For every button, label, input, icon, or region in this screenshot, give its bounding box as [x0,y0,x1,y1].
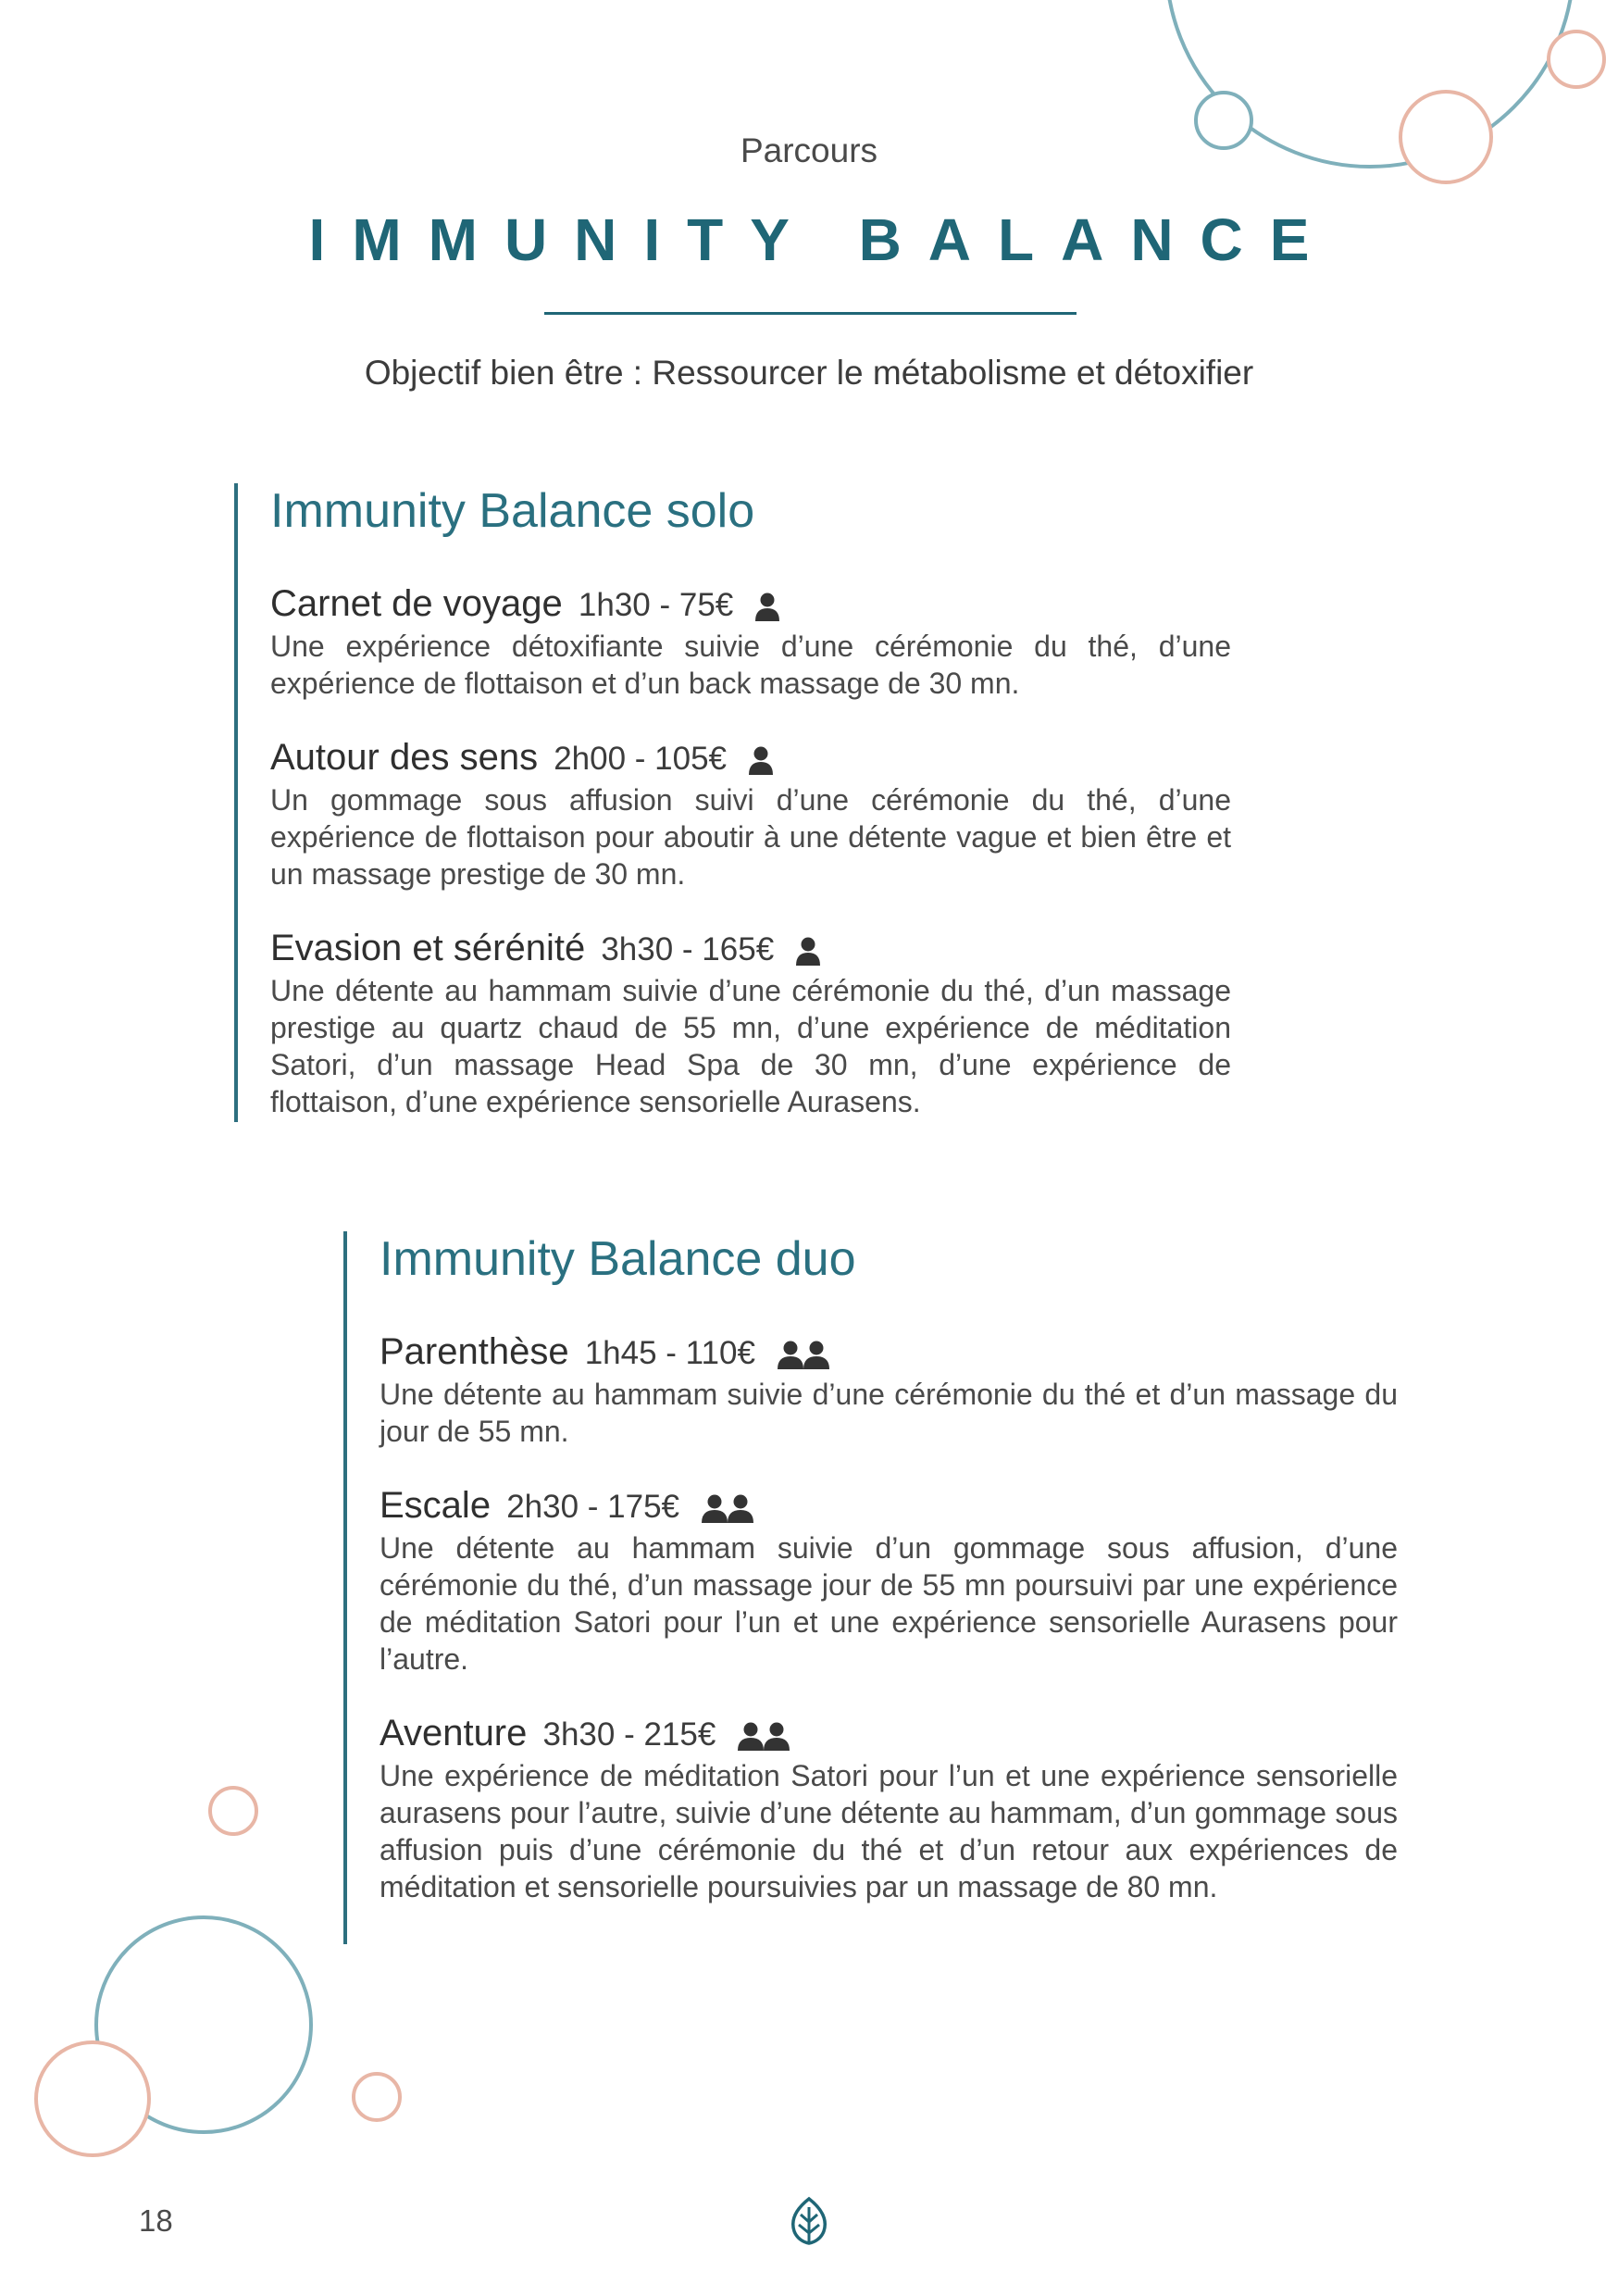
list-item [270,737,1231,892]
two-persons-icon [737,1715,790,1755]
list-item [270,928,1231,1120]
item-name: Carnet de voyage [270,583,563,624]
list-item [380,1331,1398,1450]
item-name: Evasion et sérénité [270,928,586,968]
item-name: Parenthèse [380,1331,569,1372]
list-item [270,583,1231,702]
page-number: 18 [139,2203,173,2238]
section-duo [343,1231,1408,1944]
item-description: Une expérience détoxifiante suivie d’une cérémonie du thé, d’une expérience de flottaison et d’un back massage de 30 mn. [270,630,1231,700]
two-persons-icon [701,1487,754,1528]
section-solo [234,483,1262,1122]
single-person-icon [795,930,821,970]
page-title: IMMUNITY BALANCE [308,206,1337,273]
page-subtitle: Objectif bien être : Ressourcer le métabolisme et détoxifier [364,354,1254,392]
small-peach-circle-top [1549,31,1604,87]
section-title: Immunity Balance duo [380,1232,856,1286]
item-name: Aventure [380,1713,528,1753]
item-name: Escale [380,1485,492,1526]
title-divider [544,312,1077,315]
section-title: Immunity Balance solo [270,484,755,538]
small-peach-circle-bottom [354,2074,400,2120]
item-duration-price: 3h30 - 165€ [601,931,775,967]
single-person-icon [754,585,780,626]
single-person-icon [748,739,774,780]
item-description: Une expérience de méditation Satori pour l’un et une expérience sensorielle aurasens pour l’autre, suivie d’une détente au hammam, d’un gommage sous affusion puis d’une cérémonie du thé et d’un retour aux expériences de méditation et sensorielle poursuivies par un massage de 80 mn. [380,1759,1398,1903]
item-duration-price: 1h45 - 110€ [584,1335,755,1371]
item-description: Une détente au hammam suivie d’une cérémonie du thé, d’un massage prestige au quartz chaud de 55 mn, d’une expérience de méditation Satori, d’un massage Head Spa de 30 mn, d’une expérience de flottaison, d’une expérience sensorielle Aurasens. [270,974,1231,1118]
item-duration-price: 2h00 - 105€ [554,741,728,777]
item-description: Une détente au hammam suivie d’une cérémonie du thé et d’un massage du jour de 55 mn. [380,1378,1398,1448]
leaf-logo-icon [787,2196,831,2251]
page-kicker: Parcours [740,131,878,169]
two-persons-icon [777,1333,830,1374]
item-description: Une détente au hammam suivie d’un gommage sous affusion, d’une cérémonie du thé, d’un massage jour de 55 mn poursuivi par une expérience de méditation Satori pour l’un et une expérience sensorielle Aurasens pour l’autre. [380,1531,1398,1676]
item-duration-price: 3h30 - 215€ [542,1716,716,1753]
item-name: Autour des sens [270,737,539,778]
item-duration-price: 2h30 - 175€ [506,1489,680,1525]
list-item [380,1713,1398,1905]
item-description: Un gommage sous affusion suivi d’une cérémonie du thé, d’une expérience de flottaison pour aboutir à une détente vague et bien être et un massage prestige de 30 mn. [270,783,1231,891]
list-item [380,1485,1398,1678]
item-duration-price: 1h30 - 75€ [578,587,734,623]
small-peach-circle-left [210,1788,256,1834]
peach-circle-bottom [36,2042,149,2155]
